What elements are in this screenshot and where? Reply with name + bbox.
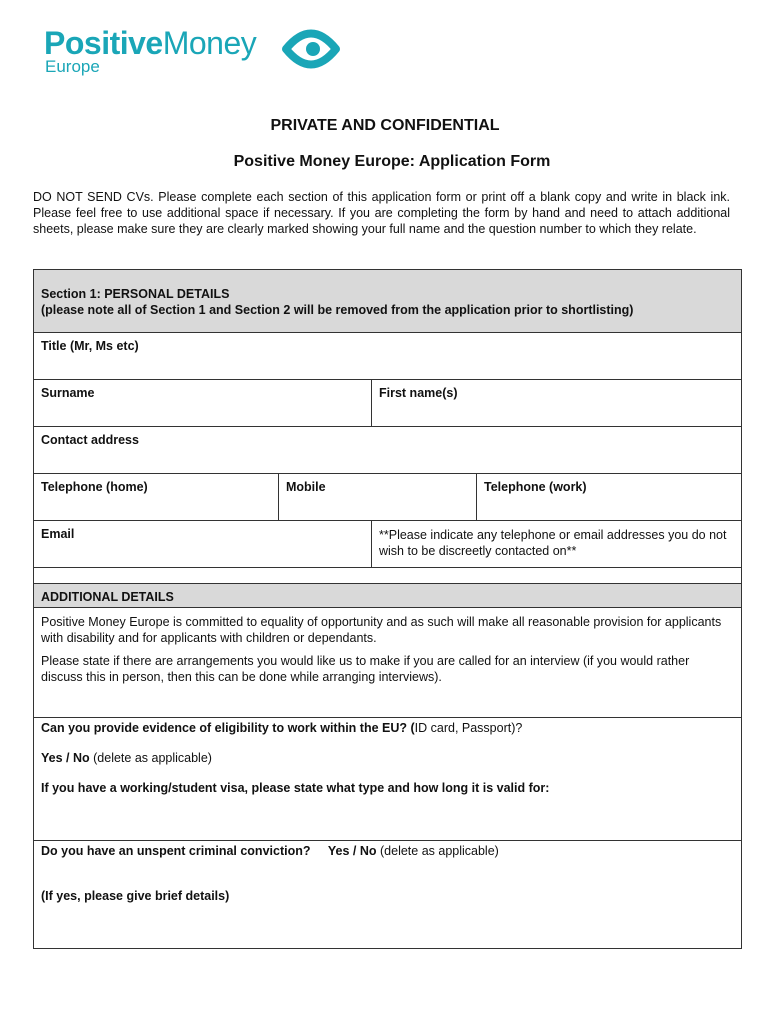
email-field[interactable]: Email [41,527,75,541]
eye-logo-icon [282,24,340,74]
title-field[interactable]: Title (Mr, Ms etc) [41,339,139,353]
contact-note: **Please indicate any telephone or email addresses you do not wish to be discreetly contacted on** [371,521,741,567]
arrangements-row [34,608,741,718]
section1-header [34,270,741,333]
firstname-field[interactable]: First name(s) [371,380,741,426]
form-title: Positive Money Europe: Application Form [233,153,551,170]
arrangements-question: Please state if there are arrangements you would like us to make if you are called for an interview (if you would rather discuss this in person, then this can be done while arranging interviews). [41,654,690,684]
eligibility-row [34,718,741,841]
conviction-yes-no[interactable]: Yes / No [327,844,377,858]
conviction-question: Do you have an unspent criminal conviction? Yes / No (delete as applicable) [41,844,499,858]
address-field[interactable]: Contact address [41,433,139,447]
equality-statement: Positive Money Europe is committed to equality of opportunity and as such will make all reasonable provision for applicants with disability and for applicants with children or dependants. [41,615,722,645]
logo-wordmark: PositiveMoney [44,25,257,61]
telephone-row [34,474,741,521]
mobile-field[interactable]: Mobile [278,474,476,520]
address-row [34,427,741,474]
surname-field[interactable]: Surname [41,386,95,400]
telephone-work-field[interactable]: Telephone (work) [476,474,741,520]
application-form [33,269,742,949]
name-row [34,380,741,427]
telephone-home-field[interactable]: Telephone (home) [41,480,148,494]
section1-heading: Section 1: PERSONAL DETAILS [41,287,230,301]
logo-subtitle: Europe [45,57,100,76]
visa-question: If you have a working/student visa, please state what type and how long it is valid for: [41,781,550,795]
section1-note: (please note all of Section 1 and Section 2 will be removed from the application prior to shortlisting) [41,303,634,317]
intro-text: DO NOT SEND CVs. Please complete each section of this application form or print off a blank copy and write in black ink. Please feel free to use additional space if necessary. If you are completing the form by hand and need to attach additional sheets, please make sure they are clearly marked showing your full name and the question number to which they relate. [33,190,730,236]
additional-heading: ADDITIONAL DETAILS [41,590,174,604]
additional-header [34,584,741,608]
eligibility-answer[interactable]: Yes / No (delete as applicable) [41,751,212,765]
email-row [34,521,741,568]
title-row [34,333,741,380]
conviction-details-label: (If yes, please give brief details) [41,889,230,903]
page-title: PRIVATE AND CONFIDENTIAL [270,117,500,134]
eligibility-question: Can you provide evidence of eligibility to work within the EU? (ID card, Passport)? [41,721,523,735]
conviction-row [34,841,741,949]
spacer-row [34,568,741,584]
